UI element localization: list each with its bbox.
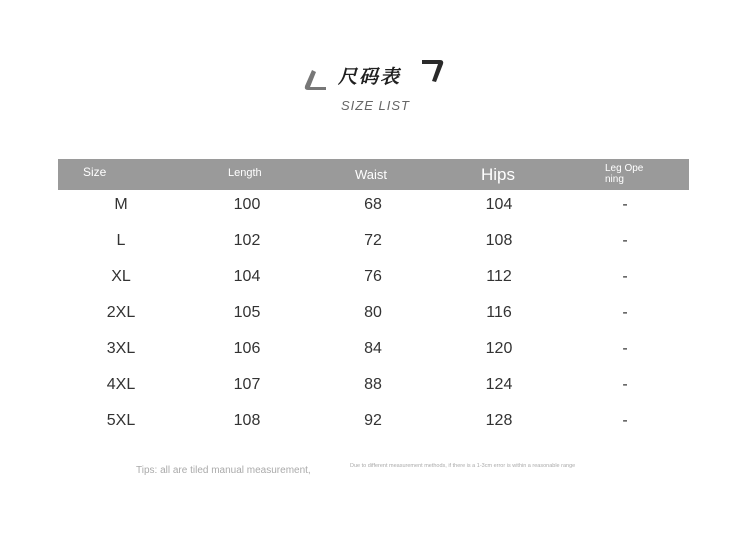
size-table <box>58 159 689 442</box>
cell-leg-opening: - <box>622 304 628 321</box>
cell-length: 106 <box>233 340 261 357</box>
header-size: Size <box>83 164 107 179</box>
cell-waist: 92 <box>364 412 382 429</box>
cell-leg-opening: - <box>622 340 628 357</box>
cell-hips: 124 <box>485 376 513 393</box>
cell-length: 100 <box>233 196 261 213</box>
cell-hips: 112 <box>486 268 512 285</box>
cell-leg-opening: - <box>622 268 628 285</box>
header-length: Length <box>228 166 262 179</box>
cell-length: 104 <box>233 268 261 285</box>
table-row <box>58 262 689 298</box>
cell-hips: 104 <box>485 196 513 213</box>
table-row <box>58 190 689 226</box>
cell-size: 2XL <box>106 304 136 321</box>
cell-length: 108 <box>233 412 261 429</box>
cell-waist: 76 <box>364 268 382 285</box>
tips-small-text: Due to different measurement methods, if there is a 1-3cm error is within a reasonable range <box>350 463 576 469</box>
table-row <box>58 226 689 262</box>
cell-size: L <box>116 232 126 249</box>
cell-length: 105 <box>233 304 261 321</box>
table-row <box>58 406 689 442</box>
cell-hips: 120 <box>485 340 513 357</box>
cell-size: M <box>114 196 128 213</box>
cell-size: 3XL <box>106 340 136 357</box>
right-bracket-icon <box>420 56 446 84</box>
page-title-chinese: 尺码表 <box>338 66 402 88</box>
cell-waist: 80 <box>364 304 382 321</box>
cell-size: 4XL <box>106 376 136 393</box>
cell-hips: 108 <box>485 232 513 249</box>
header-hips: Hips <box>481 164 516 184</box>
cell-hips: 116 <box>486 304 512 321</box>
cell-leg-opening: - <box>622 232 628 249</box>
tips-main-text: Tips: all are tiled manual measurement, <box>136 465 311 476</box>
table-row <box>58 334 689 370</box>
tips-note <box>136 460 576 478</box>
cell-leg-opening: - <box>622 376 628 393</box>
cell-leg-opening: - <box>622 412 628 429</box>
cell-length: 107 <box>233 376 261 393</box>
table-row <box>58 370 689 406</box>
cell-waist: 88 <box>364 376 382 393</box>
header-waist: Waist <box>355 167 388 182</box>
table-header <box>58 159 689 190</box>
cell-waist: 72 <box>364 232 382 249</box>
cell-length: 102 <box>233 232 261 249</box>
table-row <box>58 298 689 334</box>
page-subtitle-english: SIZE LIST <box>341 98 410 113</box>
cell-hips: 128 <box>485 412 513 429</box>
cell-waist: 68 <box>364 196 382 213</box>
cell-size: XL <box>111 268 131 285</box>
left-bracket-icon <box>302 68 328 92</box>
cell-waist: 84 <box>364 340 382 357</box>
header-leg-opening: Leg Opening <box>605 162 644 185</box>
cell-leg-opening: - <box>622 196 628 213</box>
cell-size: 5XL <box>106 412 136 429</box>
title-block <box>0 52 750 122</box>
